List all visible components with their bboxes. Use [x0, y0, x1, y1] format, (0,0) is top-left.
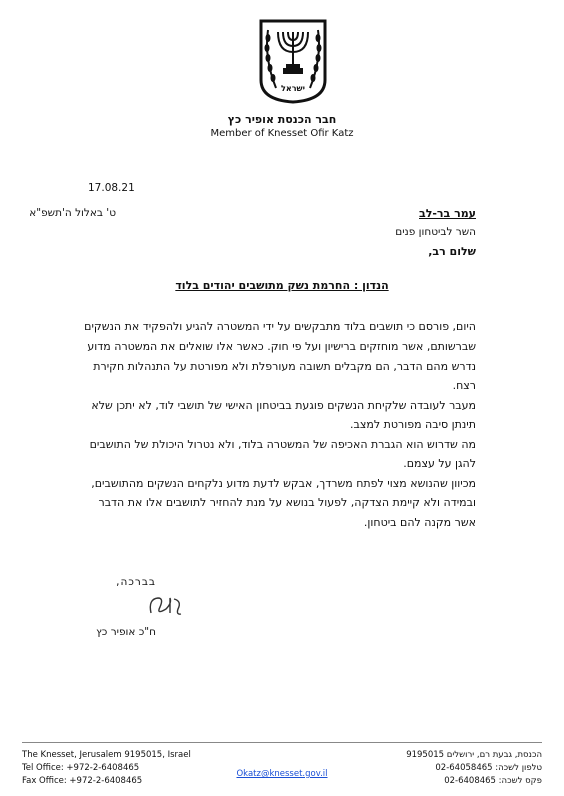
closing-blessing: בברכה, [116, 576, 156, 588]
body-line: אשר מקנה להם ביטחון. [363, 516, 476, 529]
footer-fax-en: Fax Office: +972-2-6408465 [22, 776, 143, 786]
body-line: מעבר לעובדה שלקיחת הנשקים פוגעת בביטחון האישי של תושבי לוד, לא יתכן שלא [91, 399, 476, 412]
footer-tel-en: Tel Office: +972-2-6408465 [22, 763, 140, 773]
footer-email-link[interactable]: Okatz@knesset.gov.il [236, 769, 328, 779]
recipient-role: השר לביטחון פנים [395, 226, 476, 238]
body-line: היום, פורסם כי תושבים בלוד מתבקשים על ידי המשטרה להגיע ולהפקיד את הנשקים [84, 320, 476, 333]
footer-address-en: The Knesset, Jerusalem 9195015, Israel [22, 750, 191, 760]
letter-subject: הנדון : החרמת נשק מתושבים יהודים בלוד [175, 279, 389, 292]
body-line: מכיוון שהנושא מצוי לפתח משרדך, אבקש לדעת מדוע נלקחים הנשקים מהתושבים, [91, 477, 476, 490]
body-line: שברשותם, אשר מוחזקים ברישיון ועל פי חוק. כאשר אלו שואלים את המשטרה מדוע [87, 340, 476, 353]
body-line: נדרש מהם הדבר, הם מקבלים תשובה מעורפלת ולא מפורטת על התנהלות חקירת [93, 360, 476, 373]
state-emblem-icon [258, 18, 328, 104]
footer-tel-he: טלפון לשכה: 02-64058465 [435, 763, 542, 773]
body-line: רצח. [452, 379, 476, 392]
handwritten-signature [146, 593, 184, 619]
body-line: תינתן סיבה מפורטת למצב. [350, 418, 476, 431]
hebrew-date: ט' באלול ה'תשפ"א [29, 207, 116, 219]
emblem-text: ישראל [281, 84, 305, 93]
member-title-english: Member of Knesset Ofir Katz [210, 128, 354, 139]
member-title-hebrew: חבר הכנסת אופיר כץ [227, 113, 337, 126]
footer-address-he: הכנסת, גבעת רם, ירושלים 9195015 [406, 750, 542, 760]
footer-divider [22, 742, 542, 743]
body-line: ובמידה ולא קיימת הצדקה, לפעול בנושא על מנת להחזיר לתושבים אלו את הדבר [98, 496, 476, 509]
letter-date: 17.08.21 [88, 182, 135, 194]
footer-fax-he: פקס לשכה: 02-6408465 [444, 776, 542, 786]
body-line: להגן על עצמם. [403, 457, 476, 470]
greeting: שלום רב, [428, 245, 476, 258]
body-line: מה שדרוש הוא הגברת האכיפה של המשטרה בלוד, ולא נטרול היכולת של התושבים [89, 438, 476, 451]
signer-name: ח"כ אופיר כץ [96, 626, 156, 638]
recipient-name: עמר בר-לב [419, 207, 476, 220]
